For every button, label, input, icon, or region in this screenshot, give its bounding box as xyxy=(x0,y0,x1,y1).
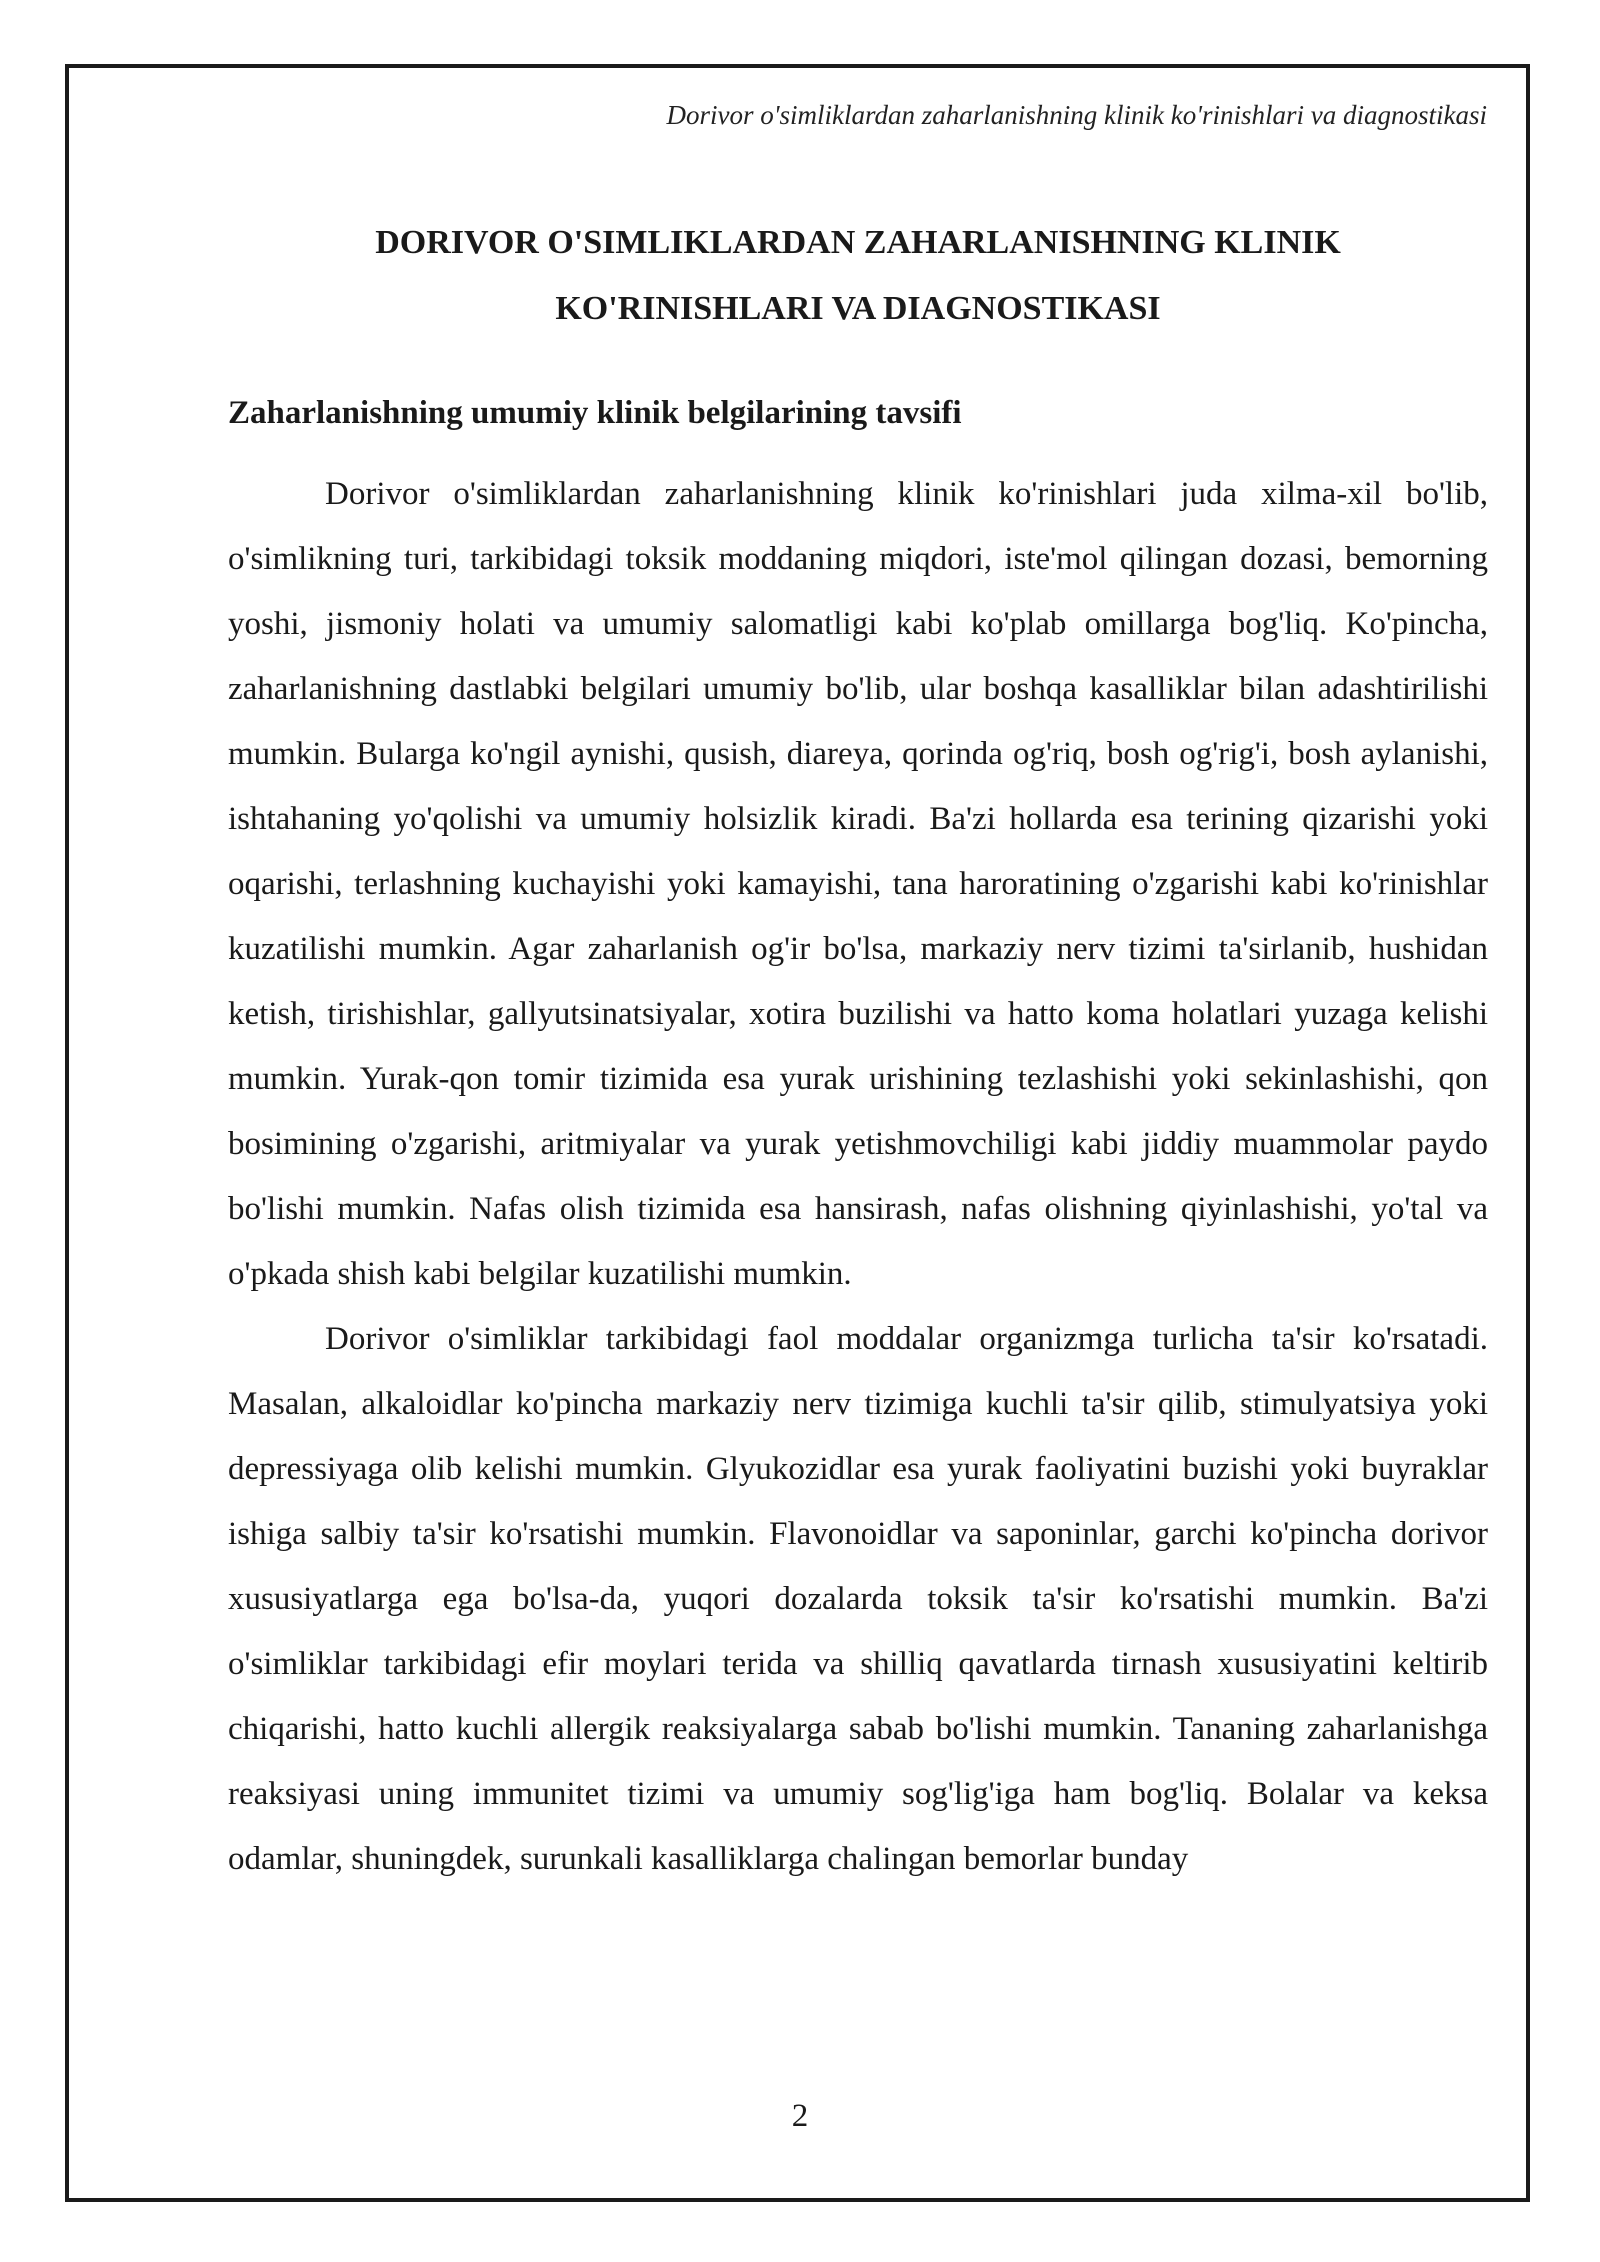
document-title-line-1: DORIVOR O'SIMLIKLARDAN ZAHARLANISHNING KLINIK xyxy=(375,224,1341,261)
document-title-line-2: KO'RINISHLARI VA DIAGNOSTIKASI xyxy=(555,290,1161,327)
paragraph-1: Dorivor o'simliklardan zaharlanishning klinik ko'rinishlari juda xilma-xil bo'lib, o'simlikning turi, tarkibidagi toksik moddaning miqdori, iste'mol qilingan dozasi, bemorning yoshi, jismoniy holati va umumiy salomatligi kabi ko'plab omillarga bog'liq. Ko'pincha, zaharlanishning dastlabki belgilari umumiy bo'lib, ular boshqa kasalliklar bilan adashtirilishi mumkin. Bularga ko'ngil aynishi, qusish, diareya, qorinda og'riq, bosh og'rig'i, bosh aylanishi, ishtahaning yo'qolishi va umumiy holsizlik kiradi. Ba'zi hollarda esa terining qizarishi yoki oqarishi, terlashning kuchayishi yoki kamayishi, tana haroratining o'zgarishi kabi ko'rinishlar kuzatilishi mumkin. Agar zaharlanish og'ir bo'lsa, markaziy nerv tizimi ta'sirlanib, hushidan ketish, tirishishlar, gallyutsinatsiyalar, xotira buzilishi va hatto koma holatlari yuzaga kelishi mumkin. Yurak-qon tomir tizimida esa yurak urishining tezlashishi yoki sekinlashishi, qon bosimining o'zgarishi, aritmiyalar va yurak yetishmovchiligi kabi jiddiy muammolar paydo bo'lishi mumkin. Nafas olish tizimida esa hansirash, nafas olishning qiyinlashishi, yo'tal va o'pkada shish kabi belgilar kuzatilishi mumkin. xyxy=(228,476,1488,1292)
paragraph-2: Dorivor o'simliklar tarkibidagi faol moddalar organizmga turlicha ta'sir ko'rsatadi. Masalan, alkaloidlar ko'pincha markaziy nerv tizimiga kuchli ta'sir qilib, stimulyatsiya yoki depressiyaga olib kelishi mumkin. Glyukozidlar esa yurak faoliyatini buzishi yoki buyraklar ishiga salbiy ta'sir ko'rsatishi mumkin. Flavonoidlar va saponinlar, garchi ko'pincha dorivor xususiyatlarga ega bo'lsa-da, yuqori dozalarda toksik ta'sir ko'rsatishi mumkin. Ba'zi o'simliklar tarkibidagi efir moylari terida va shilliq qavatlarda tirnash xususiyatini keltirib chiqarishi, hatto kuchli allergik reaksiyalarga sabab bo'lishi mumkin. Tananing zaharlanishga reaksiyasi uning immunitet tizimi va umumiy sog'lig'iga ham bog'liq. Bolalar va keksa odamlar, shuningdek, surunkali kasalliklarga chalingan bemorlar bunday xyxy=(228,1321,1488,1877)
running-header: Dorivor o'simliklardan zaharlanishning klinik ko'rinishlari va diagnostikasi xyxy=(666,100,1487,130)
section-heading: Zaharlanishning umumiy klinik belgilarining tavsifi xyxy=(228,395,962,431)
document-title xyxy=(228,210,1488,342)
page-number: 2 xyxy=(791,2098,809,2134)
body-text xyxy=(228,462,1488,1892)
